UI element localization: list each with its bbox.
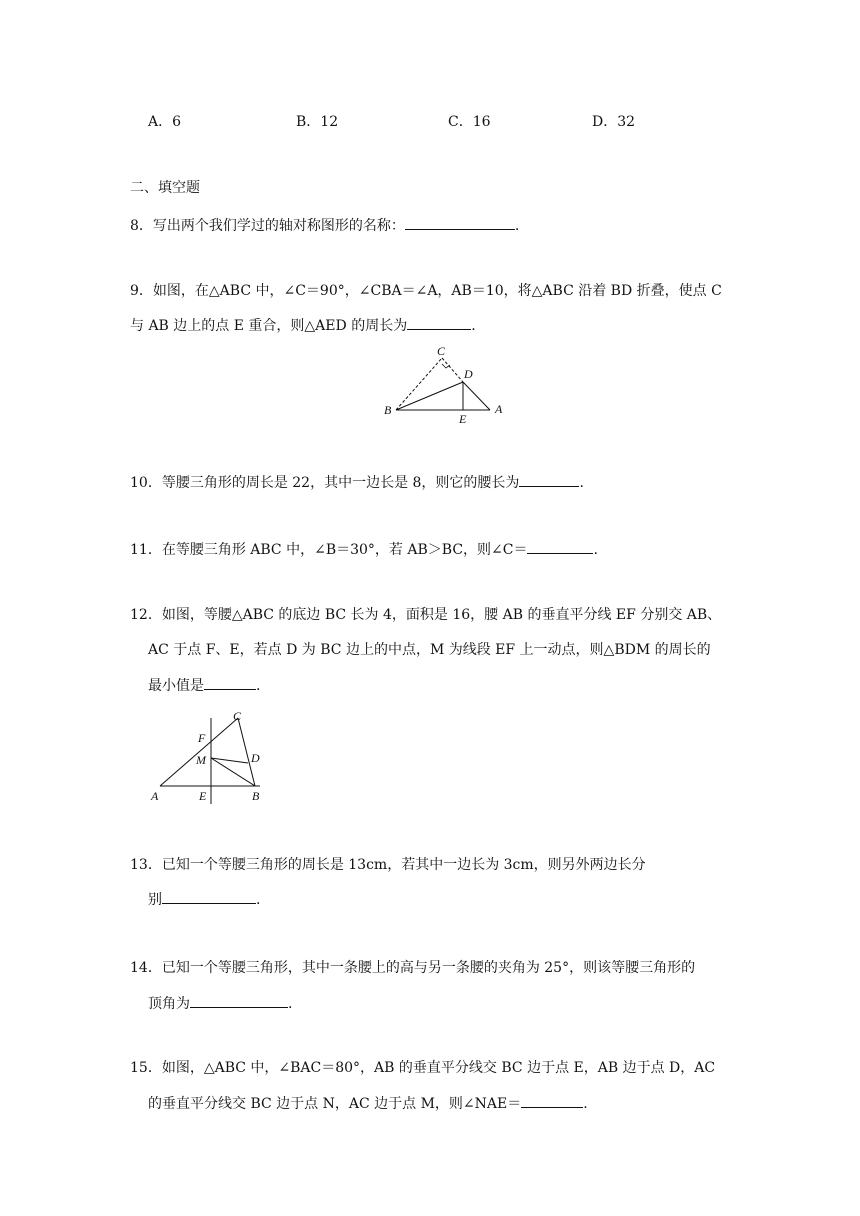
segment-md <box>211 758 248 763</box>
option-d: D．32 <box>592 114 636 130</box>
answer-blank-12[interactable] <box>204 675 256 690</box>
label-a: A <box>151 789 159 803</box>
question-13-line1: 13．已知一个等腰三角形的周长是 13cm，若其中一边长为 3cm，则另外两边长分 <box>130 857 646 873</box>
label-e: E <box>199 789 207 803</box>
label-d: D <box>251 751 260 765</box>
question-8-text: 8．写出两个我们学过的轴对称图形的名称： <box>130 218 405 234</box>
right-angle-mark <box>442 364 450 368</box>
option-b: B．12 <box>296 114 339 130</box>
answer-blank-14[interactable] <box>190 993 288 1008</box>
question-15-line2: 的垂直平分线交 BC 边于点 N，AC 边于点 M，则∠NAE＝ . <box>148 1093 588 1114</box>
segment-bd <box>396 382 463 410</box>
question-10: 10．等腰三角形的周长是 22，其中一边长是 8，则它的腰长为 . <box>130 472 584 493</box>
label-d: D <box>464 367 473 381</box>
answer-blank-13[interactable] <box>162 889 256 904</box>
question-14-line1: 14．已知一个等腰三角形，其中一条腰上的高与另一条腰的夹角为 25°，则该等腰三角形的 <box>130 960 696 976</box>
answer-blank-15[interactable] <box>521 1093 583 1108</box>
segment-mb <box>211 758 255 786</box>
label-c: C <box>233 709 242 723</box>
question-14-line2: 顶角为 . <box>148 993 292 1014</box>
question-11: 11．在等腰三角形 ABC 中，∠B＝30°，若 AB＞BC，则∠C＝ . <box>130 539 598 560</box>
question-13-line2: 别 . <box>148 889 260 910</box>
label-m: M <box>196 753 206 767</box>
label-c: C <box>437 344 446 358</box>
answer-blank-8[interactable] <box>405 215 515 230</box>
option-c: C．16 <box>448 114 491 130</box>
answer-blank-9[interactable] <box>407 315 471 330</box>
question-12-line1: 12．如图，等腰△ABC 的底边 BC 长为 4，面积是 16，腰 AB 的垂直平分线 EF 分别交 AB、 <box>130 607 722 623</box>
question-9-line1: 9．如图，在△ABC 中，∠C＝90°，∠CBA＝∠A，AB＝10，将△ABC 沿着 BD 折叠，使点 C <box>130 283 722 299</box>
question-8: 8．写出两个我们学过的轴对称图形的名称： . <box>130 215 519 236</box>
label-b: B <box>384 403 392 417</box>
question-9-line2: 与 AB 边上的点 E 重合，则△AED 的周长为 . <box>130 315 476 336</box>
fold-line-cd <box>442 358 463 382</box>
answer-blank-10[interactable] <box>519 472 579 487</box>
question-12-line2: AC 于点 F、E，若点 D 为 BC 边上的中点，M 为线段 EF 上一动点，则△BDM 的周长的 <box>148 642 711 658</box>
answer-blank-11[interactable] <box>527 539 593 554</box>
section-heading: 二、填空题 <box>130 180 200 196</box>
label-b: B <box>252 789 260 803</box>
label-f: F <box>198 731 206 745</box>
segment-ac <box>160 718 238 786</box>
figure-q12 <box>145 708 275 804</box>
option-a: A．6 <box>148 114 182 130</box>
segment-da <box>463 382 490 410</box>
label-e: E <box>459 412 467 426</box>
question-12-line3: 最小值是 . <box>148 675 260 696</box>
fold-line-bc <box>396 358 442 410</box>
question-15-line1: 15．如图，△ABC 中，∠BAC＝80°，AB 的垂直平分线交 BC 边于点 E，AB 边于点 D，AC <box>130 1060 716 1076</box>
label-a: A <box>495 402 503 416</box>
figure-q9 <box>380 344 510 428</box>
